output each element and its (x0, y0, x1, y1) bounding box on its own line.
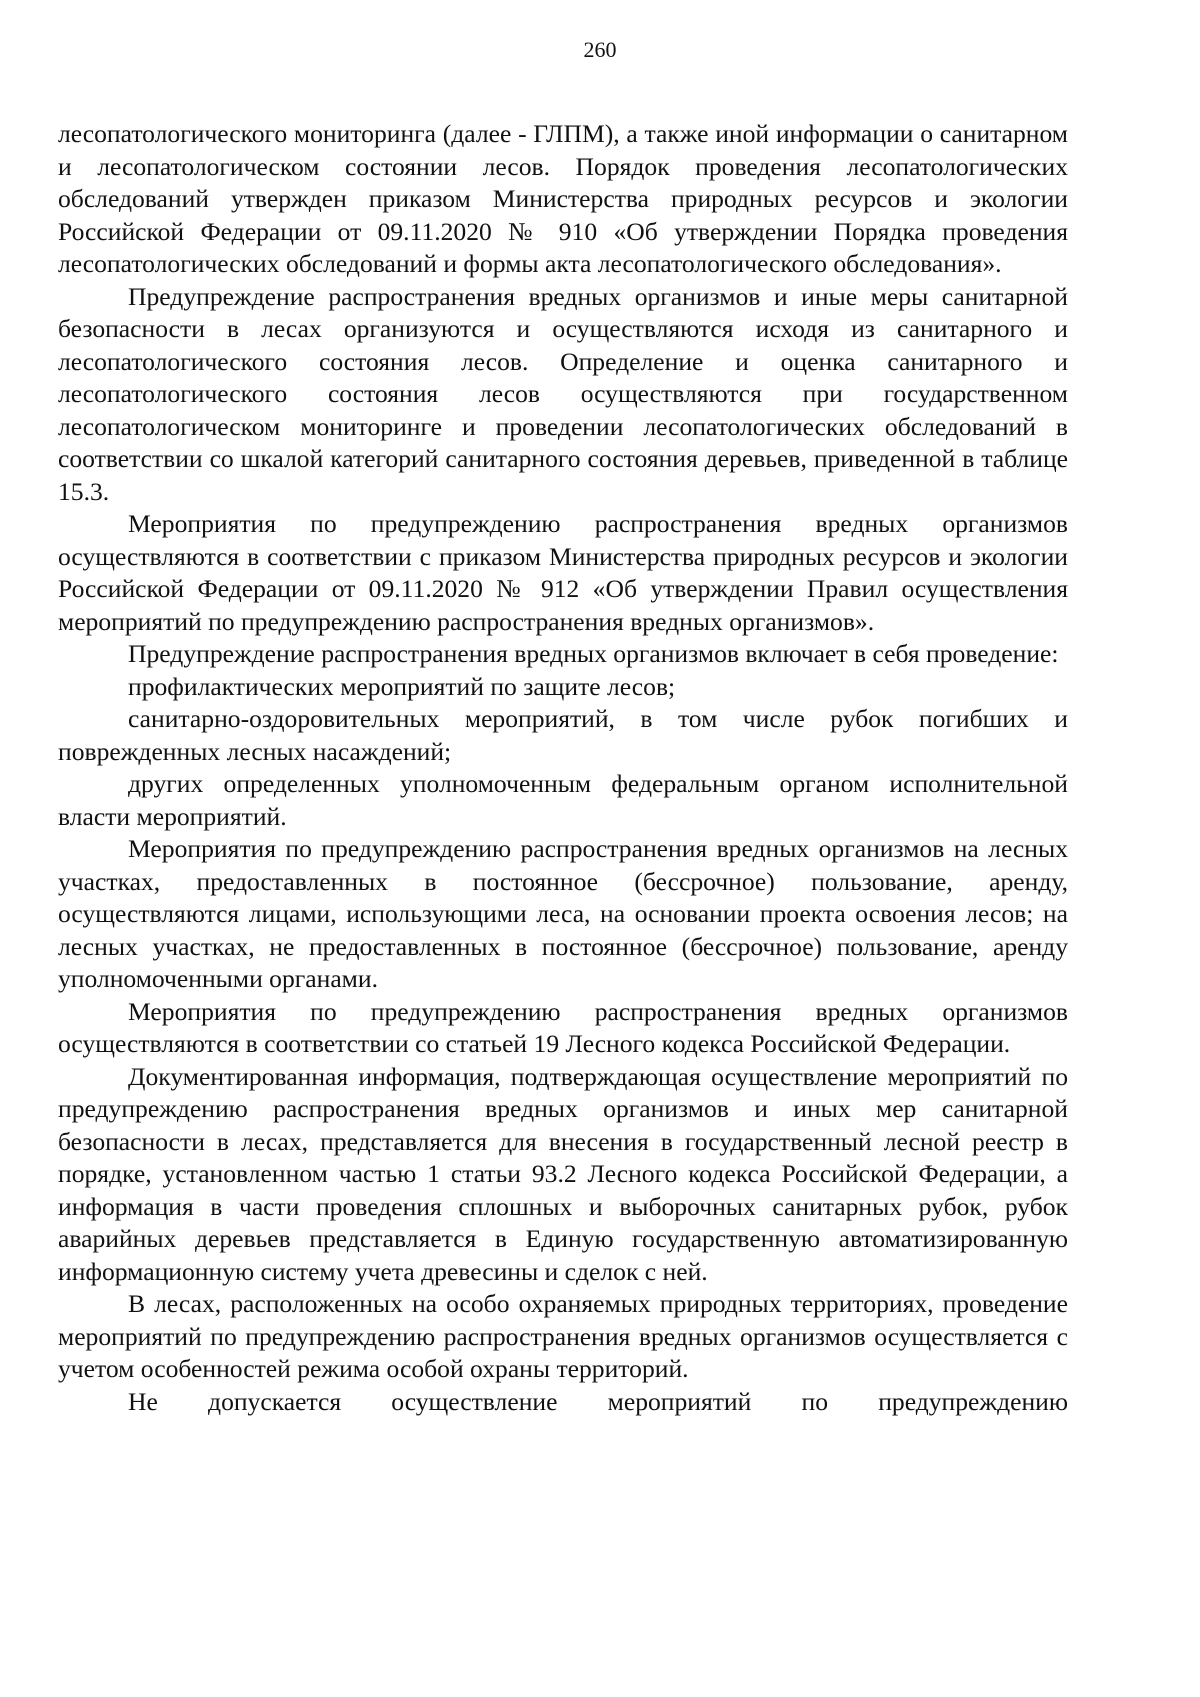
list-item-other-measures: других определенных уполномоченным федеральным органом исполнительной власти мероприятий. (58, 769, 1068, 831)
list-item-sanitary-measures: санитарно-оздоровительных мероприятий, в том числе рубок погибших и поврежденных лесных насаждений; (58, 704, 1068, 766)
paragraph-prevention-includes: Предупреждение распространения вредных организмов включает в себя проведение: (128, 639, 1059, 668)
document-body (58, 118, 1068, 1418)
page-number: 260 (583, 37, 617, 62)
paragraph-documented-information: Документированная информация, подтверждающая осуществление мероприятий по предупреждению распространения вредных организмов и иных мер санитарной безопасности в лесах, представляется для внесения в государственный лесной реестр в порядке, установленном частью 1 статьи 93.2 Лесного кодекса Российской Федерации, а информация в части проведения сплошных и выборочных санитарных рубок, рубок аварийных деревьев представляется в Единую государственную автоматизированную информационную систему учета древесины и сделок с ней. (58, 1061, 1068, 1286)
paragraph-glpm-continuation: лесопатологического мониторинга (далее - ГЛПМ), а также иной информации о санитарном и лесопатологическом состоянии лесов. Порядок проведения лесопатологических обследований утвержден приказом Министерства природных ресурсов и экологии Российской Федерации от 09.11.2020 № 910 «Об утверждении Порядка проведения лесопатологических обследований и формы акта лесопатологического обследования». (58, 119, 1068, 278)
paragraph-article-19: Мероприятия по предупреждению распространения вредных организмов осуществляются в соответствии со статьей 19 Лесного кодекса Российской Федерации. (58, 996, 1068, 1058)
paragraph-protected-areas: В лесах, расположенных на особо охраняемых природных территориях, проведение мероприятий по предупреждению распространения вредных организмов осуществляется с учетом особенностей режима особой охраны территорий. (58, 1289, 1068, 1383)
paragraph-order-912: Мероприятия по предупреждению распространения вредных организмов осуществляются в соответствии с приказом Министерства природных ресурсов и экологии Российской Федерации от 09.11.2020 № 912 «Об утверждении Правил осуществления мероприятий по предупреждению распространения вредных организмов». (58, 509, 1068, 636)
list-item-preventive-measures: профилактических мероприятий по защите лесов; (128, 671, 676, 701)
paragraph-not-allowed: Не допускается осуществление мероприятий по предупреждению (128, 1386, 1068, 1416)
paragraph-sanitary-safety: Предупреждение распространения вредных организмов и иные меры санитарной безопасности в лесах организуются и осуществляются исходя из санитарного и лесопатологического состояния лесов. Определение и оценка санитарного и лесопатологического состояния лесов осуществляются при государственном лесопатологическом мониторинге и проведении лесопатологических обследований в соответствии со шкалой категорий санитарного состояния деревьев, приведенной в таблице 15.3. (58, 281, 1068, 506)
paragraph-forest-plots: Мероприятия по предупреждению распространения вредных организмов на лесных участках, предоставленных в постоянное (бессрочное) пользование, аренду, осуществляются лицами, использующими леса, на основании проекта освоения лесов; на лесных участках, не предоставленных в постоянное (бессрочное) пользование, аренду уполномоченными органами. (58, 834, 1068, 993)
